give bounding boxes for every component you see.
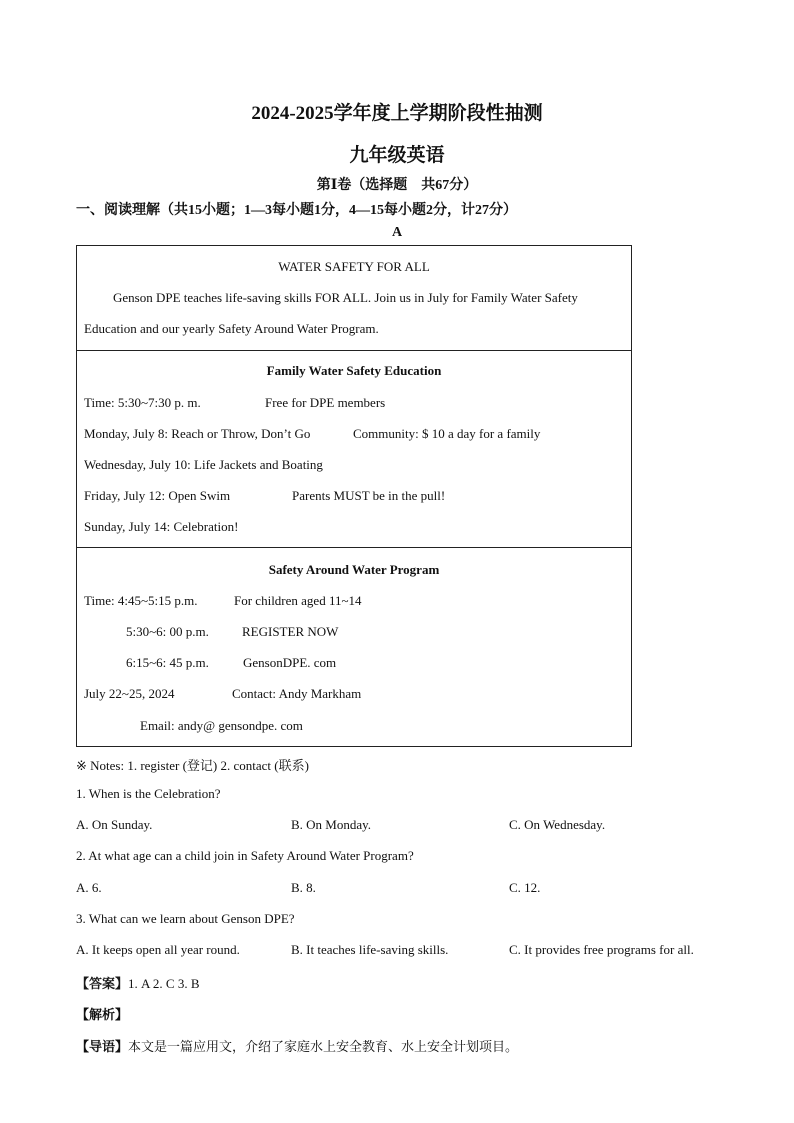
program-email: Email: andy@ gensondpe. com xyxy=(140,718,303,733)
analysis-label: 【解析】 xyxy=(76,1008,129,1023)
option-a: A. 6. xyxy=(76,880,102,895)
option-b: B. It teaches life-saving skills. xyxy=(291,942,449,957)
answer-label: 【答案】 xyxy=(76,977,129,992)
answer-line xyxy=(76,973,200,992)
question-stem: 1. When is the Celebration? xyxy=(76,786,221,801)
guide-line xyxy=(76,1036,518,1055)
answer-text: 1. A 2. C 3. B xyxy=(128,976,200,991)
program-heading: Safety Around Water Program xyxy=(268,562,440,577)
family-monday: Monday, July 8: Reach or Throw, Don’t Go xyxy=(84,426,311,441)
guide-label: 【导语】 xyxy=(76,1040,129,1055)
option-a: A. It keeps open all year round. xyxy=(76,942,240,957)
family-free: Free for DPE members xyxy=(265,395,386,410)
family-parents: Parents MUST be in the pull! xyxy=(292,488,446,503)
option-c: C. 12. xyxy=(509,880,541,895)
option-a: A. On Sunday. xyxy=(76,817,153,832)
notice-intro-line1: Genson DPE teaches life-saving skills FOR ALL. Join us in July for Family Water Safety xyxy=(113,290,578,305)
option-c: C. On Wednesday. xyxy=(509,817,606,832)
part-label: A xyxy=(391,225,403,240)
grade-title: 九年级英语 xyxy=(349,145,445,166)
program-dates: July 22~25, 2024 xyxy=(84,686,175,701)
family-heading: Family Water Safety Education xyxy=(266,363,442,378)
option-b: B. 8. xyxy=(291,880,316,895)
guide-text: 本文是一篇应用文，介绍了家庭水上安全教育、水上安全计划项目。 xyxy=(128,1040,519,1055)
volume-title: 第Ⅰ卷（选择题 共67分） xyxy=(316,178,478,193)
family-community: Community: $ 10 a day for a family xyxy=(353,426,541,441)
program-children: For children aged 11~14 xyxy=(234,593,362,608)
family-time: Time: 5:30~7:30 p. m. xyxy=(84,395,201,410)
program-time2: 5:30~6: 00 p.m. xyxy=(126,624,209,639)
notes: ※ Notes: 1. register (登记) 2. contact (联系) xyxy=(76,758,309,773)
family-wednesday: Wednesday, July 10: Life Jackets and Boating xyxy=(84,457,323,472)
exam-title: 2024-2025学年度上学期阶段性抽测 xyxy=(251,103,543,124)
family-sunday: Sunday, July 14: Celebration! xyxy=(84,519,239,534)
divider xyxy=(76,350,632,351)
family-friday: Friday, July 12: Open Swim xyxy=(84,488,231,503)
program-time1: Time: 4:45~5:15 p.m. xyxy=(84,593,198,608)
option-c: C. It provides free programs for all. xyxy=(509,942,694,957)
program-time3: 6:15~6: 45 p.m. xyxy=(126,655,209,670)
notice-heading: WATER SAFETY FOR ALL xyxy=(278,259,430,274)
question-stem: 2. At what age can a child join in Safety Around Water Program? xyxy=(76,848,414,863)
notice-intro-line2: Education and our yearly Safety Around Water Program. xyxy=(84,321,379,336)
option-b: B. On Monday. xyxy=(291,817,372,832)
program-register: REGISTER NOW xyxy=(242,624,339,639)
divider xyxy=(76,547,632,548)
section-title: 一、阅读理解（共15小题；1—3每小题1分，4—15每小题2分，计27分） xyxy=(76,203,517,218)
question-stem: 3. What can we learn about Genson DPE? xyxy=(76,911,295,926)
program-site: GensonDPE. com xyxy=(243,655,337,670)
program-contact: Contact: Andy Markham xyxy=(232,686,362,701)
